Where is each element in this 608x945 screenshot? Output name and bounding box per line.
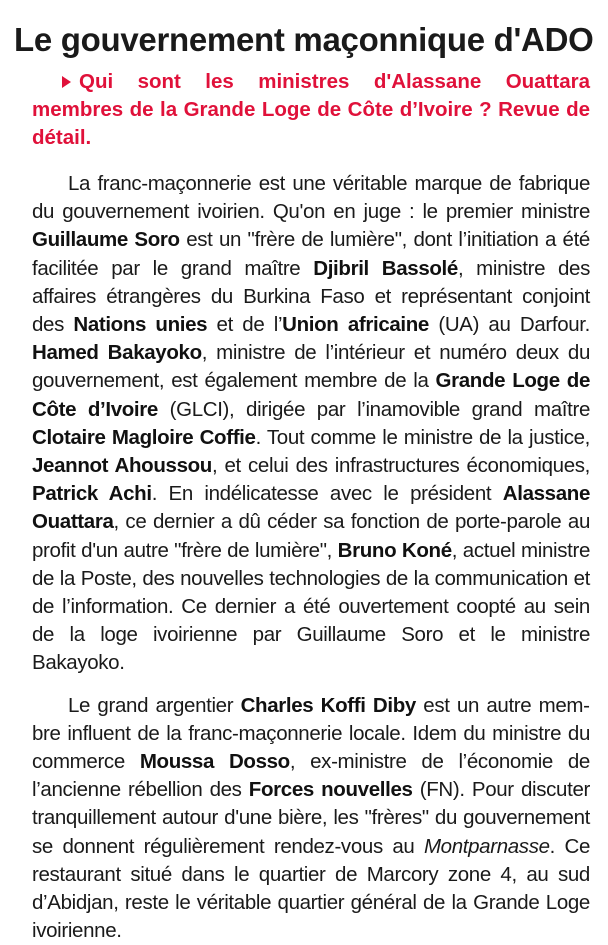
text-run: Le grand argentier <box>68 693 241 717</box>
paragraph-2 <box>32 692 590 945</box>
text-run: , et celui des infrastructures économiques, <box>211 454 590 478</box>
bold-name: Nations unies <box>73 313 208 337</box>
text-run: et de l’ <box>207 313 283 337</box>
bold-name: Patrick Achi <box>32 482 152 506</box>
text-run: est un autre membre influent de la franc-maçonnerie locale. Idem du ministre du commerce <box>32 693 590 774</box>
text-run: , ex-ministre de l’économie de l’ancienne rébellion des <box>32 750 590 802</box>
lead <box>32 68 590 152</box>
italic-text: Montparnasse <box>423 834 550 858</box>
bold-name: Grande Loge de Côte d’Ivoire <box>32 369 590 421</box>
bold-name: Djibril Bassolé <box>313 256 458 280</box>
bold-name: Hamed Bakayoko <box>32 341 202 365</box>
bold-name: Alassane Ouattara <box>32 482 590 534</box>
bold-name: Moussa Dosso <box>139 750 290 774</box>
bold-name: Clotaire Magloire Coffie <box>32 425 256 449</box>
text-run: , ministre de l’intérieur et numéro deux du gouvernement, est également membre de la <box>32 341 590 393</box>
bold-name: Forces nouvelles <box>248 778 413 802</box>
text-run: (FN). Pour discuter tranquillement autour d'une bière, les "frères" du gouvernement se donnent régulièrement rendez-vous au <box>32 778 590 858</box>
headline: Le gouvernement maçonnique d'ADO <box>14 21 594 58</box>
text-run: . Ce restaurant situé dans le quartier de Marcory zone 4, au sud d’Abidjan, reste le véritable quartier général de la Grande Loge ivoirienne. <box>32 834 591 943</box>
text-run: , ministre des affaires étrangères du Burkina Faso et représentant conjoint des <box>32 256 590 337</box>
lead-text: Qui sont les ministres d'Alassane Ouattara membres de la Grande Loge de Côte d’Ivoire ? Revue de détail. <box>32 70 590 149</box>
bold-name: Bruno Koné <box>337 538 452 562</box>
bold-name: Charles Koffi Diby <box>240 693 416 717</box>
triangle-arrow-icon <box>62 76 71 88</box>
text-run: . En indélicatesse avec le président <box>151 482 503 506</box>
text-run: . Tout comme le ministre de la justice, <box>255 425 591 449</box>
bold-name: Guillaume Soro <box>32 228 180 252</box>
text-run: (GLCI), dirigée par l’inamovible grand maître <box>157 397 590 421</box>
text-run: , actuel ministre de la Poste, des nouvelles technologies de la communication et de l’information. Ce dernier a été ouvertement coopté au sein de la loge ivoirienne par Guillaume Soro et le ministre Bakayoko. <box>32 538 591 675</box>
bold-name: Union africaine <box>282 313 429 337</box>
bold-name: Jeannot Ahoussou <box>32 454 212 478</box>
text-run: (UA) au Darfour. <box>429 313 590 337</box>
text-run: , ce dernier a dû céder sa fonction de porte-parole au profit d'un autre "frère de lumière", <box>32 510 590 562</box>
text-run: La franc-maçonnerie est une véritable marque de fabrique du gouvernement ivoirien. Qu'on en juge : le premier ministre <box>32 172 590 224</box>
paragraph-1 <box>32 170 590 678</box>
text-run: est un "frère de lumière", dont l’initiation a été facilitée par le grand maître <box>32 228 590 280</box>
